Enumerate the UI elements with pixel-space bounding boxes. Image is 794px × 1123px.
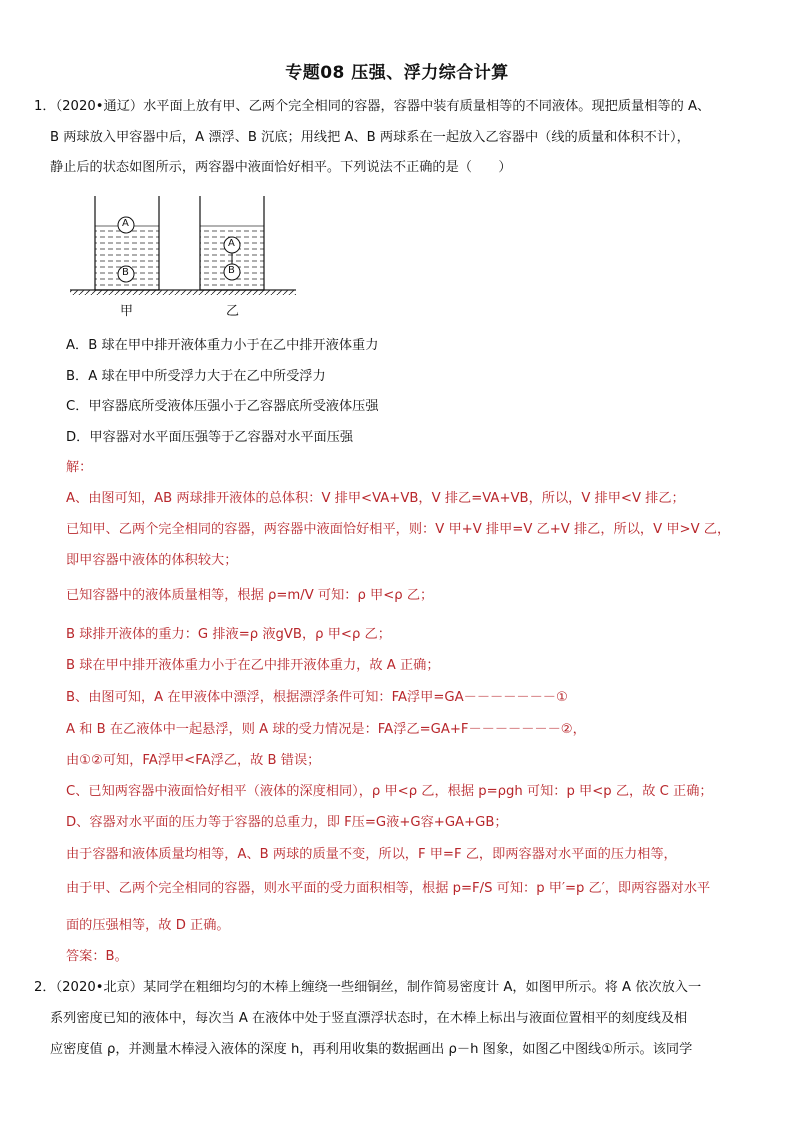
solution-line-7: B、由图可知，A 在甲液体中漂浮，根据漂浮条件可知：FA浮甲=GA－－－－－－－① [66,690,568,705]
option-a: A．B 球在甲中排开液体重力小于在乙中排开液体重力 [66,338,379,353]
q2-stem-line-3: 应密度值 ρ，并测量木棒浸入液体的深度 h，再利用收集的数据画出 ρ－h 图象，如图乙中图线①所示。该同学 [50,1042,693,1057]
solution-line-10: C、已知两容器中液面恰好相平（液体的深度相同），ρ 甲<ρ 乙，根据 p=ρgh 可知：p 甲<p 乙，故 C 正确； [66,784,713,799]
solution-line-5: B 球排开液体的重力：G 排液=ρ 液gVB，ρ 甲<ρ 乙； [66,627,391,642]
solution-line-3: 即甲容器中液体的体积较大； [66,553,238,568]
ball-a-label-yi: A [228,238,235,249]
answer: 答案：B。 [66,949,128,964]
ball-a-label-jia: A [122,218,129,229]
q2-stem-line-1: 2．（2020•北京）某同学在粗细均匀的木棒上缠绕一些细铜丝，制作简易密度计 A，如图甲所示。将 A 依次放入一 [34,980,702,995]
option-d: D．甲容器对水平面压强等于乙容器对水平面压强 [66,430,354,445]
solution-line-9: 由①②可知，FA浮甲<FA浮乙，故 B 错误； [66,753,321,768]
option-b: B．A 球在甲中所受浮力大于在乙中所受浮力 [66,369,326,384]
solution-label: 解： [66,460,93,475]
solution-line-1: A、由图可知，AB 两球排开液体的总体积：V 排甲<VA+VB，V 排乙=VA+VB，所以，V 排甲<V 排乙； [66,491,685,506]
q1-stem-line-2: B 两球放入甲容器中后，A 漂浮、B 沉底；用线把 A、B 两球系在一起放入乙容器中（线的质量和体积不计）， [50,130,690,145]
solution-line-12: 由于容器和液体质量均相等，A、B 两球的质量不变，所以，F 甲=F 乙，即两容器对水平面的压力相等， [66,847,677,862]
q1-stem-line-3: 静止后的状态如图所示，两容器中液面恰好相平。下列说法不正确的是（ ） [50,160,512,175]
solution-line-2: 已知甲、乙两个完全相同的容器，两容器中液面恰好相平，则：V 甲+V 排甲=V 乙+V 排乙，所以，V 甲>V 乙， [66,522,731,537]
solution-line-8: A 和 B 在乙液体中一起悬浮，则 A 球的受力情况是：FA浮乙=GA+F－－－－－－－②， [66,722,586,737]
ball-b-label-yi: B [228,265,235,276]
solution-line-6: B 球在甲中排开液体重力小于在乙中排开液体重力，故 A 正确； [66,658,440,673]
containers-figure [68,192,298,326]
solution-line-14: 面的压强相等，故 D 正确。 [66,918,230,933]
caption-jia: 甲 [120,304,134,319]
ball-b-label-jia: B [122,267,129,278]
q1-stem-line-1: 1．（2020•通辽）水平面上放有甲、乙两个完全相同的容器，容器中装有质量相等的不同液体。现把质量相等的 A、 [34,99,711,114]
caption-yi: 乙 [226,304,240,319]
page-title: 专题08 压强、浮力综合计算 [285,63,509,83]
option-c: C．甲容器底所受液体压强小于乙容器底所受液体压强 [66,399,379,414]
solution-line-13: 由于甲、乙两个完全相同的容器，则水平面的受力面积相等，根据 p=F/S 可知：p 甲′=p 乙′，即两容器对水平 [66,881,711,896]
solution-line-11: D、容器对水平面的压力等于容器的总重力，即 F压=G液+G容+GA+GB； [66,815,508,830]
q2-stem-line-2: 系列密度已知的液体中，每次当 A 在液体中处于竖直漂浮状态时，在木棒上标出与液面位置相平的刻度线及相 [50,1011,688,1026]
containers-diagram [68,192,298,322]
solution-line-4: 已知容器中的液体质量相等，根据 ρ=m/V 可知：ρ 甲<ρ 乙； [66,588,434,603]
